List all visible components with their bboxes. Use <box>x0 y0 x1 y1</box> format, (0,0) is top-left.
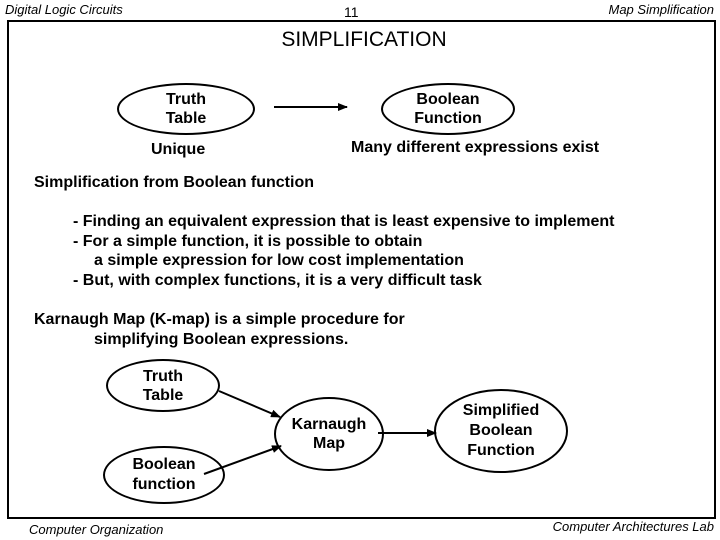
page-number: 11 <box>344 4 359 20</box>
truth-table-label-bottom: Truth Table <box>142 367 184 404</box>
page-title: SIMPLIFICATION <box>281 28 447 51</box>
simplified-function-node <box>434 389 568 473</box>
truth-table-label-top: Truth Table <box>165 91 207 127</box>
many-expressions-label: Many different expressions exist <box>351 139 600 156</box>
simplified-function-label: Simplified Boolean Function <box>462 402 540 459</box>
kmap-intro-line2: simplifying Boolean expressions. <box>94 331 349 348</box>
header-course-title: Digital Logic Circuits <box>5 2 123 17</box>
kmap-intro-line1: Karnaugh Map (K-map) is a simple procedure for <box>34 311 405 328</box>
bullet-simple-function-cont: a simple expression for low cost implementation <box>94 252 464 269</box>
unique-label: Unique <box>151 141 206 158</box>
footer-course: Computer Organization <box>29 522 164 537</box>
truth-to-kmap-arrow <box>219 391 280 417</box>
section-heading: Simplification from Boolean function <box>34 174 314 191</box>
karnaugh-map-node <box>274 397 384 471</box>
footer-lab: Computer Architectures Lab <box>552 519 714 534</box>
karnaugh-map-label: Karnaugh Map <box>291 416 367 452</box>
boolean-function-label-bottom: Boolean function <box>132 456 196 493</box>
truth-table-node-top <box>117 83 255 135</box>
boolean-function-node-top <box>381 83 515 135</box>
boolean-function-label-top: Boolean Function <box>414 91 482 127</box>
header-topic: Map Simplification <box>608 2 714 17</box>
truth-table-node-bottom <box>106 359 220 412</box>
bullet-complex-functions: - But, with complex functions, it is a very difficult task <box>73 272 482 289</box>
bullet-simple-function: - For a simple function, it is possible to obtain <box>73 233 423 250</box>
boolean-function-node-bottom <box>103 446 225 504</box>
bullet-least-expensive: - Finding an equivalent expression that is least expensive to implement <box>73 213 615 230</box>
